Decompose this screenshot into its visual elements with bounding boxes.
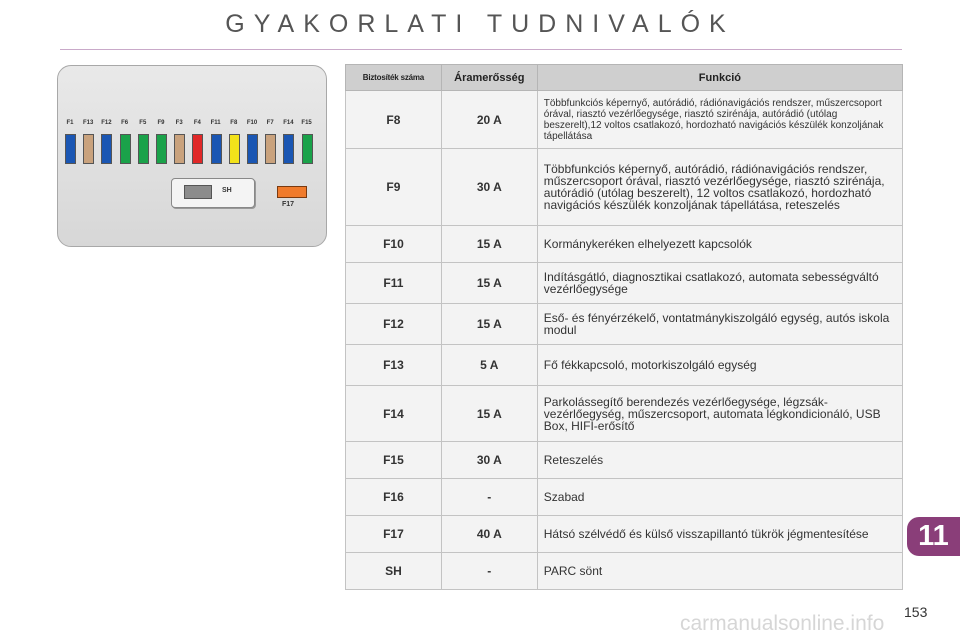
sh-relay xyxy=(171,178,255,208)
fuse xyxy=(120,134,131,164)
fuse-label: F11 xyxy=(210,120,221,126)
fuse-amperage: 30 A xyxy=(441,442,537,479)
table-row xyxy=(346,91,903,149)
table-header-row xyxy=(346,65,903,91)
fuse xyxy=(101,134,112,164)
fuse xyxy=(211,134,222,164)
fuse xyxy=(156,134,167,164)
table-row xyxy=(346,553,903,590)
fuse-label: F12 xyxy=(101,120,112,126)
fuse-number: F15 xyxy=(346,442,442,479)
fuse xyxy=(247,134,258,164)
fuse-label: F7 xyxy=(266,120,274,126)
fuse-number: F10 xyxy=(346,226,442,263)
fuse-label: F10 xyxy=(246,120,258,126)
fuse-label: F4 xyxy=(193,120,201,126)
title-divider xyxy=(60,49,902,50)
fuse-function: Hátsó szélvédő és külső visszapillantó tükrök jégmentesítése xyxy=(537,516,902,553)
table-row xyxy=(346,263,903,304)
fuse-amperage: 30 A xyxy=(441,149,537,226)
fuse-label: F5 xyxy=(139,120,147,126)
fuse xyxy=(229,134,240,164)
page-title: GYAKORLATI TUDNIVALÓK xyxy=(225,10,735,38)
fuse-number: F12 xyxy=(346,304,442,345)
fuse-amperage: 15 A xyxy=(441,304,537,345)
fuse-number: F11 xyxy=(346,263,442,304)
fuse-function: Eső- és fényérzékelő, vontatmánykiszolgáló egység, autós iskola modul xyxy=(537,304,902,345)
fuse-function: Kormánykeréken elhelyezett kapcsolók xyxy=(537,226,902,263)
fuse-amperage: 15 A xyxy=(441,386,537,442)
fuse-label: F8 xyxy=(230,120,238,126)
fuse-number: F9 xyxy=(346,149,442,226)
table-row xyxy=(346,345,903,386)
fuse-function: Indításgátló, diagnosztikai csatlakozó, automata sebességváltó vezérlőegysége xyxy=(537,263,902,304)
fuse-number: F8 xyxy=(346,91,442,149)
fuse-label: F9 xyxy=(157,120,165,126)
table-row xyxy=(346,149,903,226)
fuse xyxy=(192,134,203,164)
fuse-function: Többfunkciós képernyő, autórádió, rádiónavigációs rendszer, műszercsoport órával, riasztó vezérlőegysége, riasztó szirénája, autórádió (utólag beszerelt),12 voltos csatlakozó, hordozható navigációs készülék konzoljának tápellátása xyxy=(537,91,902,149)
watermark: carmanualsonline.info xyxy=(680,612,885,635)
fuse-function: Parkolássegítő berendezés vezérlőegysége, légzsák-vezérlőegység, műszercsoport, automata légkondicionáló, USB Box, HIFI-erősítő xyxy=(537,386,902,442)
fuse-number: F13 xyxy=(346,345,442,386)
fuse-number: F17 xyxy=(346,516,442,553)
fuse-function: Fő fékkapcsoló, motorkiszolgáló egység xyxy=(537,345,902,386)
fuse xyxy=(283,134,294,164)
fuse xyxy=(302,134,313,164)
fuse-amperage: 15 A xyxy=(441,226,537,263)
header-function: Funkció xyxy=(537,65,902,91)
table-row xyxy=(346,386,903,442)
fuse-amperage: 15 A xyxy=(441,263,537,304)
fuse-number: SH xyxy=(346,553,442,590)
fuse xyxy=(265,134,276,164)
fuse-label: F6 xyxy=(121,120,129,126)
fusebox-diagram xyxy=(57,65,327,247)
fuse-table-body xyxy=(346,91,903,590)
fuse-amperage: 5 A xyxy=(441,345,537,386)
fuse xyxy=(174,134,185,164)
fuse-label: F14 xyxy=(283,120,294,126)
fuse-label: F1 xyxy=(66,120,74,126)
fuse-amperage: 20 A xyxy=(441,91,537,149)
table-row xyxy=(346,442,903,479)
fuse-function: Reteszelés xyxy=(537,442,902,479)
fuse-function: Többfunkciós képernyő, autórádió, rádiónavigációs rendszer, műszercsoport órával, riasztó vezérlőegysége, riasztó szirénája, autórádió (utólag beszerelt), 12 voltos csatlakozó, hordozható navigációs készülék konzoljának tápellátása, reteszelés xyxy=(537,149,902,226)
sh-relay-label: SH xyxy=(222,187,232,194)
fuse-label: F15 xyxy=(301,120,312,126)
header-fuse-number: Biztosíték száma xyxy=(346,65,442,91)
sh-relay-body xyxy=(184,185,212,199)
fuse-label: F3 xyxy=(175,120,183,126)
header-amperage: Áramerősség xyxy=(441,65,537,91)
page-number: 153 xyxy=(904,604,928,620)
fuse-amperage: - xyxy=(441,553,537,590)
fuse-function: PARC sönt xyxy=(537,553,902,590)
table-row xyxy=(346,304,903,345)
fuse-amperage: 40 A xyxy=(441,516,537,553)
chapter-tab: 11 xyxy=(907,517,960,556)
fuse xyxy=(83,134,94,164)
fuse-number: F16 xyxy=(346,479,442,516)
table-row xyxy=(346,516,903,553)
table-row xyxy=(346,226,903,263)
fuse-label: F13 xyxy=(83,120,94,126)
fuse xyxy=(138,134,149,164)
fuse-function: Szabad xyxy=(537,479,902,516)
fuse-f17 xyxy=(277,186,307,198)
fuse xyxy=(65,134,76,164)
fuse-number: F14 xyxy=(346,386,442,442)
fuse-amperage: - xyxy=(441,479,537,516)
table-row xyxy=(346,479,903,516)
fuse-f17-label: F17 xyxy=(282,201,295,208)
fuse-table xyxy=(345,64,903,590)
